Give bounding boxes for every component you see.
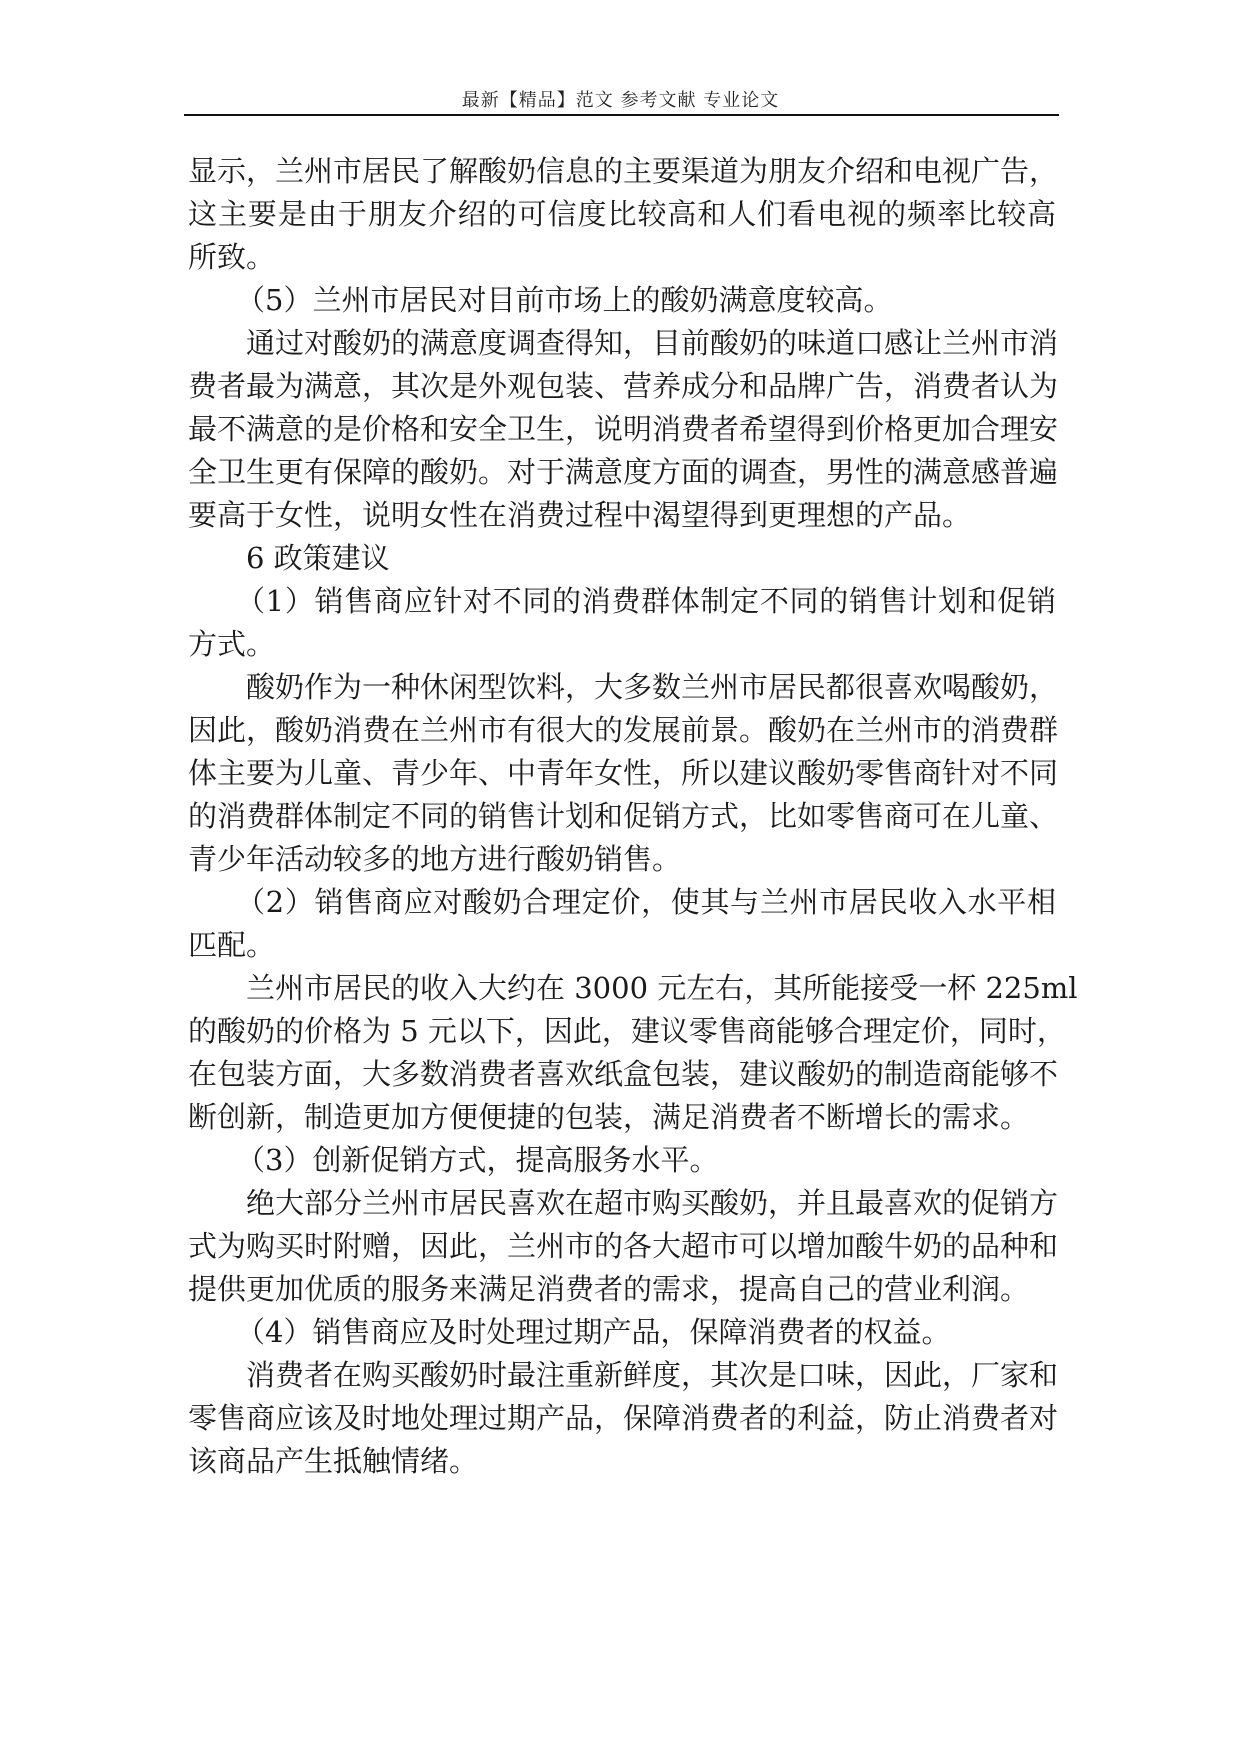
section-heading: （4）销售商应及时处理过期产品，保障消费者的权益。 [236, 1315, 951, 1349]
text-line: 断创新，制造更加方便便捷的包装，满足消费者不断增长的需求。 [188, 1100, 1030, 1134]
text-line: 该商品产生抵触情绪。 [188, 1444, 479, 1478]
text-line: 所致。 [188, 240, 276, 274]
text-line: 兰州市居民的收入大约在 3000 元左右，其所能接受一杯 225ml [246, 971, 1078, 1005]
page-header: 最新【精品】范文 参考文献 专业论文 [461, 90, 780, 111]
text-line: 青少年活动较多的地方进行酸奶销售。 [188, 842, 682, 876]
section-heading: 6 政策建议 [246, 541, 390, 575]
text-line: 绝大部分兰州市居民喜欢在超市购买酸奶，并且最喜欢的促销方 [246, 1186, 1059, 1220]
header-divider [184, 114, 1059, 116]
text-line: 的消费群体制定不同的销售计划和促销方式，比如零售商可在儿童、 [188, 799, 1059, 833]
section-heading: 方式。 [188, 627, 276, 661]
text-line: 的酸奶的价格为 5 元以下，因此，建议零售商能够合理定价，同时， [188, 1014, 1066, 1048]
text-line: 零售商应该及时地处理过期产品，保障消费者的利益，防止消费者对 [188, 1401, 1059, 1435]
text-line: 显示，兰州市居民了解酸奶信息的主要渠道为朋友介绍和电视广告， [188, 154, 1059, 188]
text-line: 在包装方面，大多数消费者喜欢纸盒包装，建议酸奶的制造商能够不 [188, 1057, 1059, 1091]
text-line: 通过对酸奶的满意度调查得知，目前酸奶的味道口感让兰州市消 [246, 326, 1059, 360]
text-line: 酸奶作为一种休闲型饮料，大多数兰州市居民都很喜欢喝酸奶， [246, 670, 1059, 704]
section-heading: （2）销售商应对酸奶合理定价，使其与兰州市居民收入水平相 [236, 885, 1056, 919]
section-heading: （3）创新促销方式，提高服务水平。 [236, 1143, 719, 1177]
text-line: 这主要是由于朋友介绍的可信度比较高和人们看电视的频率比较高 [188, 197, 1056, 231]
section-heading: 匹配。 [188, 928, 276, 962]
text-line: 费者最为满意，其次是外观包装、营养成分和品牌广告，消费者认为 [188, 369, 1059, 403]
text-line: 要高于女性，说明女性在消费过程中渴望得到更理想的产品。 [188, 498, 972, 532]
text-line: 消费者在购买酸奶时最注重新鲜度，其次是口味，因此，厂家和 [246, 1358, 1059, 1392]
section-heading: （5）兰州市居民对目前市场上的酸奶满意度较高。 [236, 283, 893, 317]
text-line: 因此，酸奶消费在兰州市有很大的发展前景。酸奶在兰州市的消费群 [188, 713, 1059, 747]
document-body [188, 150, 1078, 1483]
text-line: 提供更加优质的服务来满足消费者的需求，提高自己的营业利润。 [188, 1272, 1030, 1306]
text-line: 式为购买时附赠，因此，兰州市的各大超市可以增加酸牛奶的品种和 [188, 1229, 1059, 1263]
text-line: 体主要为儿童、青少年、中青年女性，所以建议酸奶零售商针对不同 [188, 756, 1059, 790]
section-heading: （1）销售商应针对不同的消费群体制定不同的销售计划和促销 [236, 584, 1056, 618]
text-line: 全卫生更有保障的酸奶。对于满意度方面的调查，男性的满意感普遍 [188, 455, 1059, 489]
text-line: 最不满意的是价格和安全卫生，说明消费者希望得到价格更加合理安 [188, 412, 1059, 446]
